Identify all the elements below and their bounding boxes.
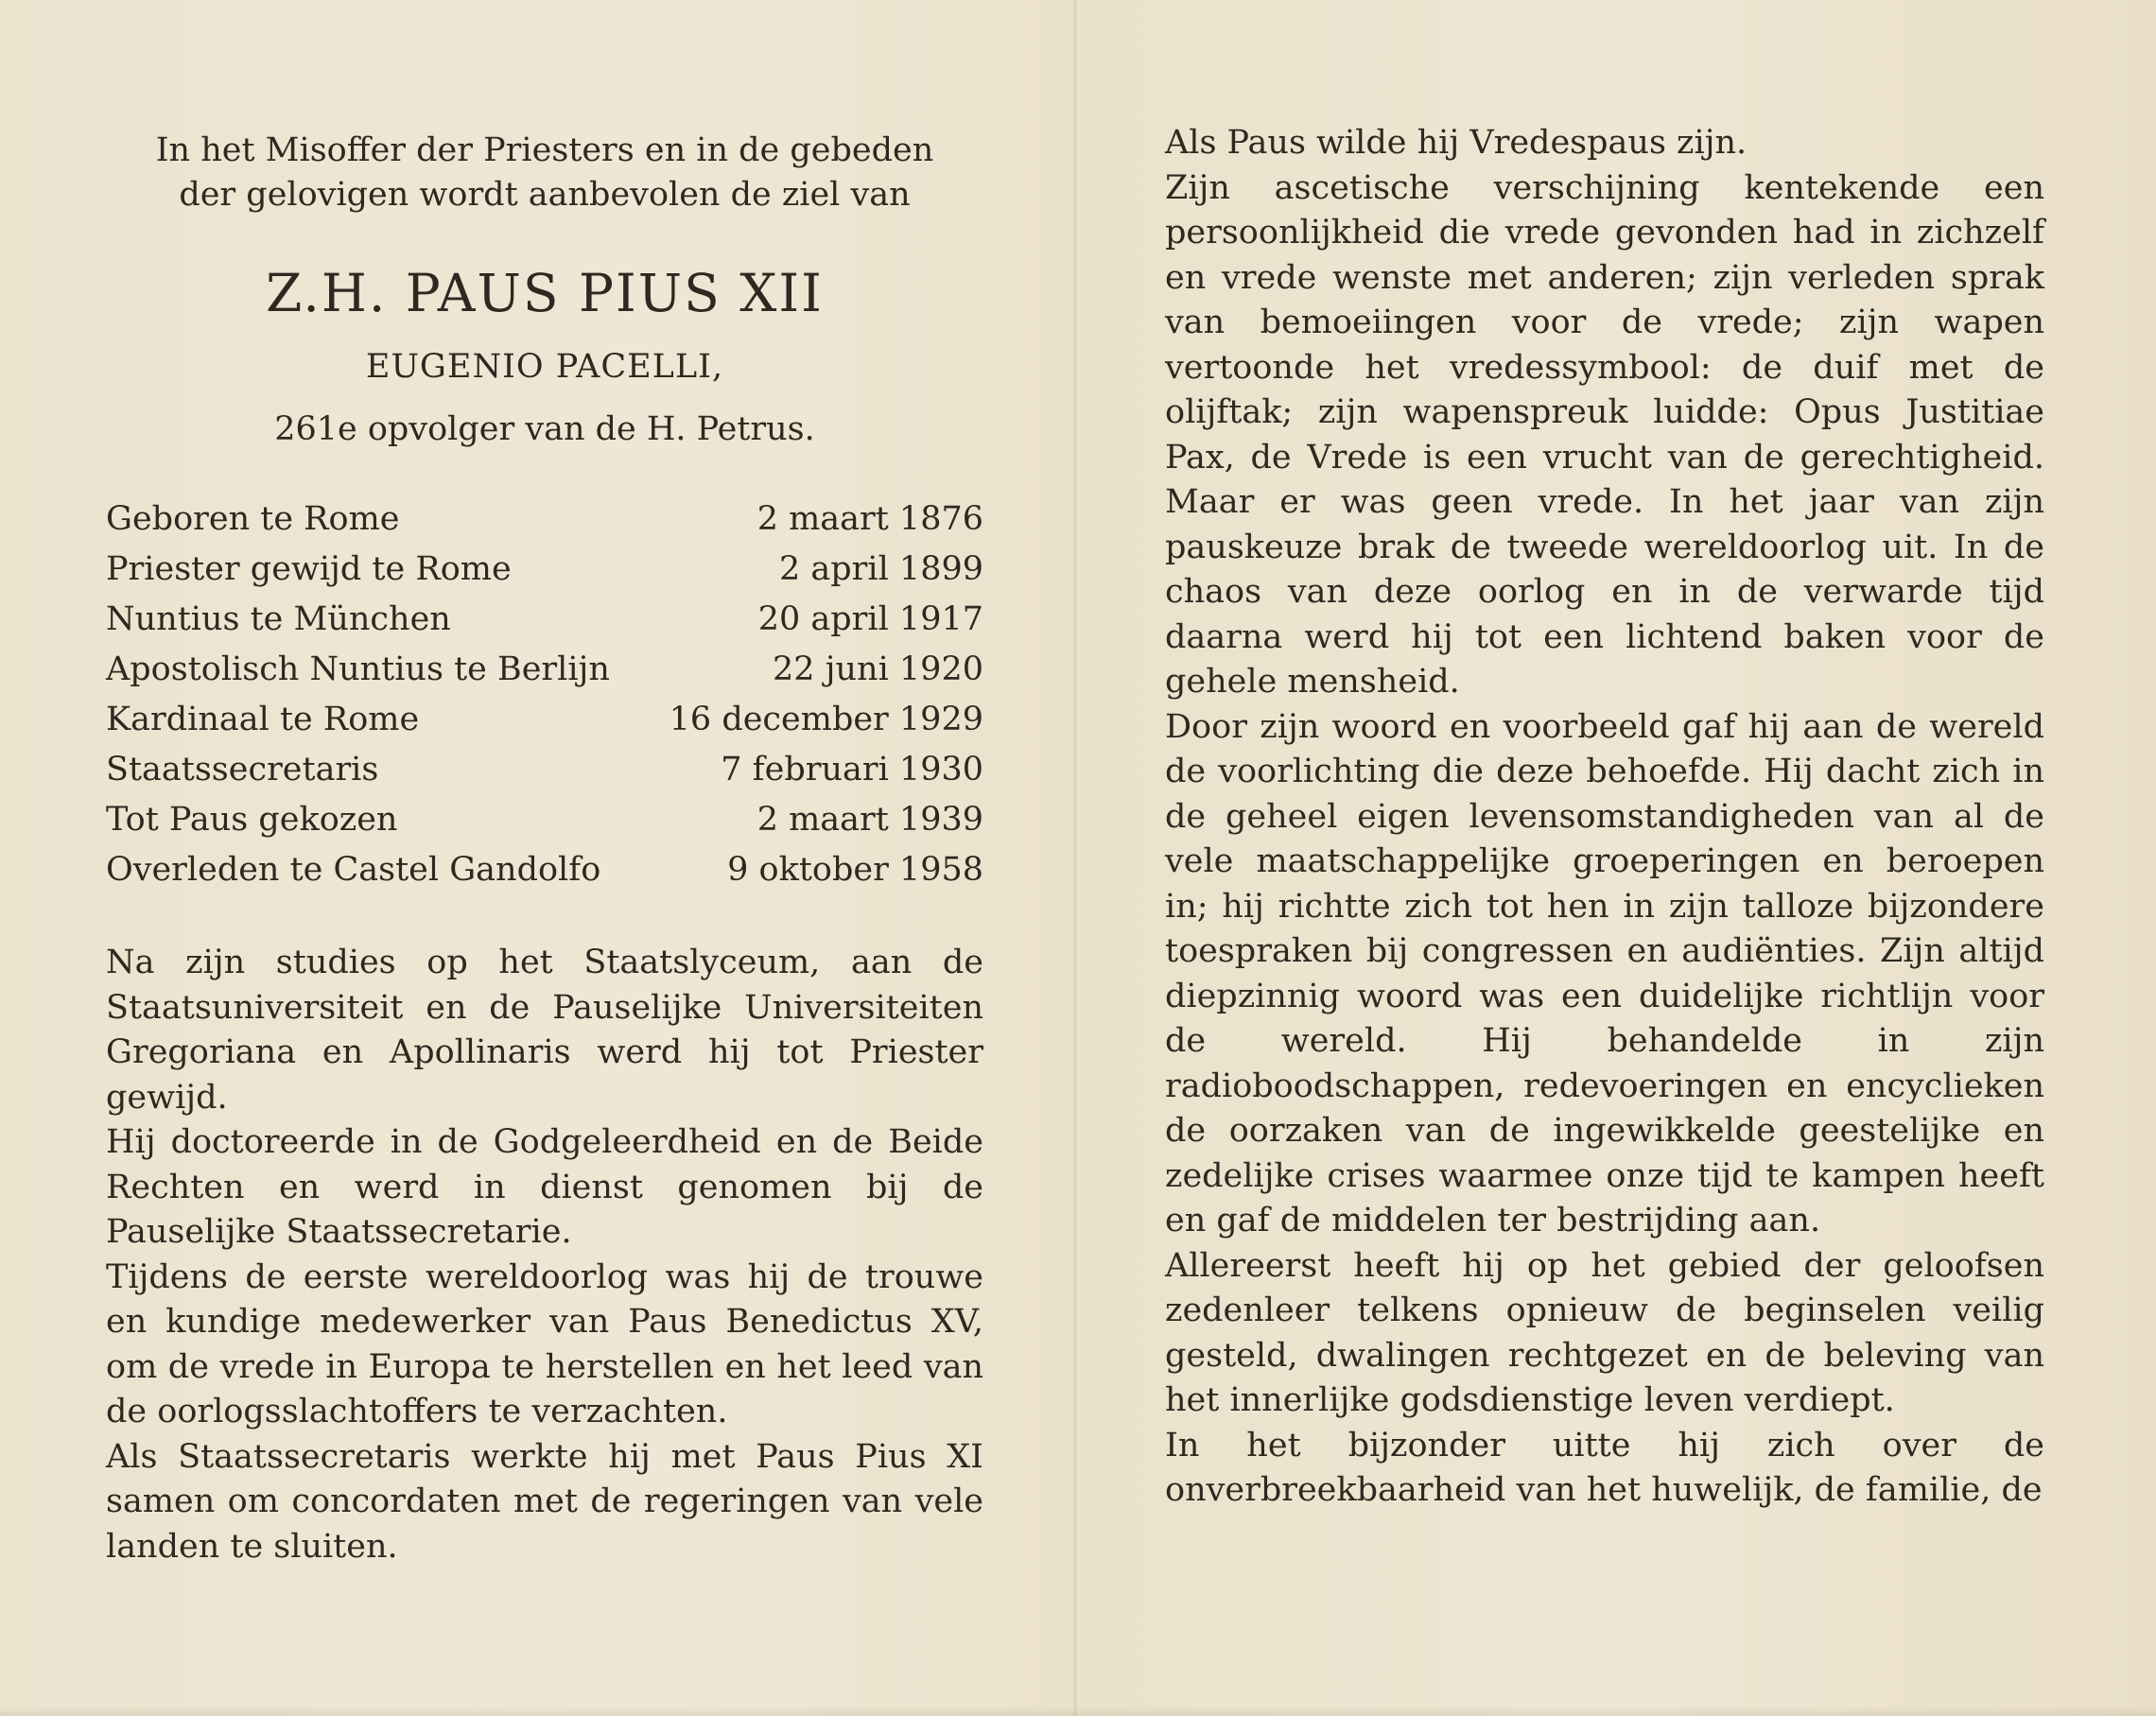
timeline-row [106,695,983,745]
timeline-date: 2 maart 1939 [756,801,983,839]
life-timeline [106,494,983,895]
tribute-paragraph: Allereerst heeft hij op het gebied der geloofsen zedenleer telkens opnieuw de beginselen veilig gesteld, dwalingen rechtgezet en de beleving van het innerlijke godsdienstige leven verdiept. [1165,1246,2044,1419]
timeline-row [106,545,983,595]
timeline-event: Overleden te Castel Gandolfo [106,851,601,889]
timeline-event: Geboren te Rome [106,500,400,538]
timeline-date: 9 oktober 1958 [727,851,983,889]
timeline-event: Kardinaal te Rome [106,701,420,738]
timeline-event: Staatssecretaris [106,751,379,789]
timeline-date: 16 december 1929 [669,701,983,738]
timeline-event: Tot Paus gekozen [106,801,398,839]
biography [106,941,983,1569]
intro-line: der gelovigen wordt aanbevolen de ziel van [179,176,911,214]
timeline-date: 7 februari 1930 [721,751,983,789]
bio-paragraph: Als Staatssecretaris werkte hij met Paus Pius XI samen om concordaten met de regeringen van vele landen te sluiten. [106,1437,983,1566]
timeline-event: Nuntius te München [106,600,451,638]
page-title: Z.H. PAUS PIUS XII [266,263,824,323]
timeline-row [106,645,983,695]
timeline-date: 22 juni 1920 [773,650,983,688]
successor-line: 261e opvolger van de H. Petrus. [274,410,815,448]
timeline-row [106,795,983,845]
intro-text [106,129,983,217]
subtitle-name: EUGENIO PACELLI, [365,348,724,386]
tribute-paragraph: Als Paus wilde hij Vredespaus zijn. [1165,124,1747,162]
timeline-event: Apostolisch Nuntius te Berlijn [106,650,610,688]
timeline-date: 20 april 1917 [757,600,983,638]
right-page [1165,0,2044,1716]
tribute-paragraph: Zijn ascetische verschijning kentekende een persoonlijkheid die vrede gevonden had in zichzelf en vrede wenste met anderen; zijn verleden sprak van bemoeiingen voor de vrede; zijn wapen vertoonde het vredessymbool: de duif met de olijftak; zijn wapenspreuk luidde: Opus Justitiae Pax, de Vrede is een vrucht van de gerechtigheid. Maar er was geen vrede. In het jaar van zijn pauskeuze brak de tweede wereldoorlog uit. In de chaos van deze oorlog en in de verwarde tijd daarna werd hij tot een lichtend baken voor de gehele mensheid. [1165,168,2044,701]
tribute-text [1165,121,2044,1514]
timeline-row [106,494,983,545]
timeline-row [106,745,983,795]
timeline-event: Priester gewijd te Rome [106,550,512,588]
bio-paragraph: Na zijn studies op het Staatslyceum, aan de Staatsuniversiteit en de Pauselijke Universiteiten Gregoriana en Apollinaris werd hij tot Priester gewijd. [106,944,983,1117]
intro-line: In het Misoffer der Priesters en in de gebeden [155,131,934,169]
tribute-paragraph: In het bijzonder uitte hij zich over de onverbreekbaarheid van het huwelijk, de familie, de [1165,1426,2044,1509]
timeline-row [106,595,983,645]
timeline-row [106,845,983,895]
bio-paragraph: Tijdens de eerste wereldoorlog was hij de trouwe en kundige medewerker van Paus Benedictus XV, om de vrede in Europa te herstellen en het leed van de oorlogsslachtoffers te verzachten. [106,1257,983,1430]
center-fold [1072,0,1078,1716]
timeline-date: 2 april 1899 [779,550,983,588]
left-page [106,0,983,1716]
bio-paragraph: Hij doctoreerde in de Godgeleerdheid en de Beide Rechten en werd in dienst genomen bij de Pauselijke Staatssecretarie. [106,1123,983,1251]
timeline-date: 2 maart 1876 [756,500,983,538]
tribute-paragraph: Door zijn woord en voorbeeld gaf hij aan de wereld de voorlichting die deze behoefde. Hij dacht zich in de geheel eigen levensomstandigheden van al de vele maatschappelijke groeperingen en beroepen in; hij richtte zich tot hen in zijn talloze bijzondere toespraken bij congressen en audiënties. Zijn altijd diepzinnig woord was een duidelijke richtlijn voor de wereld. Hij behandelde in zijn radioboodschappen, redevoeringen en encyclieken de oorzaken van de ingewikkelde geestelijke en zedelijke crises waarmee onze tijd te kampen heeft en gaf de middelen ter bestrijding aan. [1165,707,2044,1239]
